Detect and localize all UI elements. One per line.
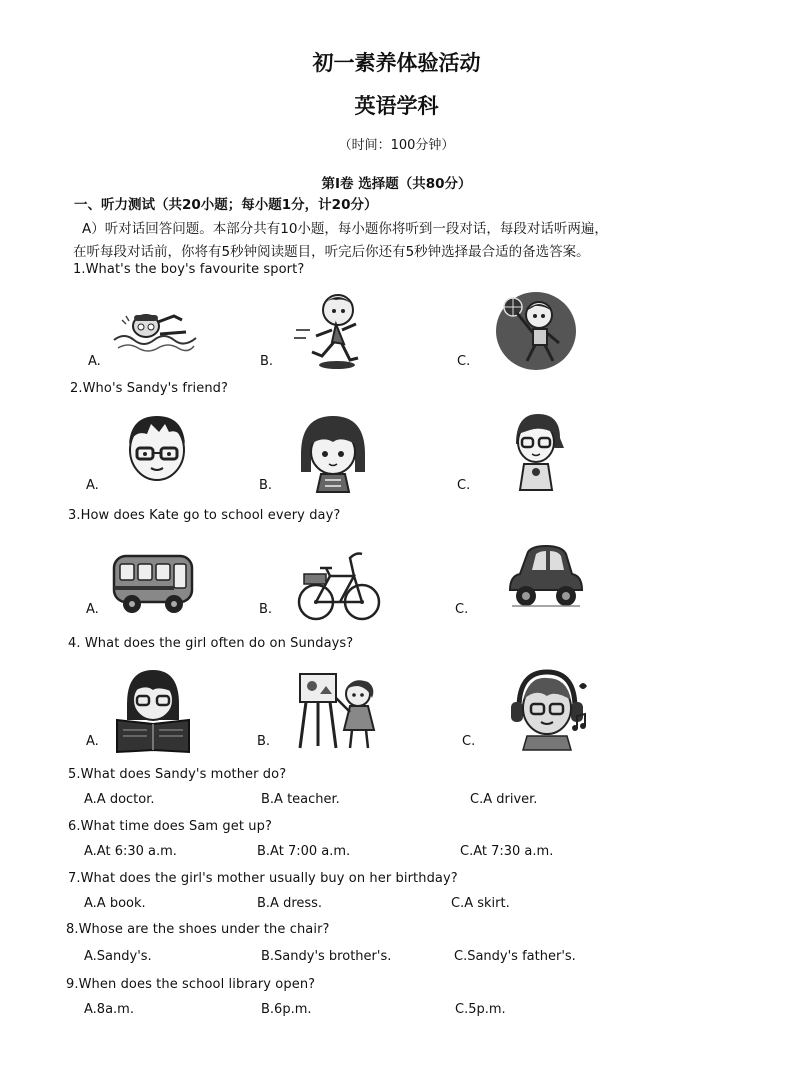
- q7-option-b[interactable]: B.A dress.: [257, 896, 323, 911]
- q9-option-a[interactable]: A.8a.m.: [84, 1002, 134, 1017]
- q8-option-c[interactable]: C.Sandy's father's.: [454, 949, 576, 964]
- q5-option-c[interactable]: C.A driver.: [470, 792, 538, 807]
- car-image: [506, 540, 586, 612]
- q5-option-b[interactable]: B.A teacher.: [261, 792, 340, 807]
- q4-option-c[interactable]: C.: [462, 734, 476, 749]
- q2-option-b[interactable]: B.: [259, 478, 273, 493]
- boy-with-glasses-image: [125, 410, 189, 484]
- q6-option-b[interactable]: B.At 7:00 a.m.: [257, 844, 351, 859]
- q9-option-c[interactable]: C.5p.m.: [455, 1002, 506, 1017]
- part-label: 第I卷 选择题（共80分）: [321, 176, 472, 192]
- q2-option-a[interactable]: A.: [86, 478, 99, 493]
- reading-girl-image: [113, 664, 193, 754]
- q1-option-b[interactable]: B.: [260, 354, 274, 369]
- subject-title: 英语学科: [354, 93, 439, 118]
- question-1: 1.What's the boy's favourite sport?: [73, 262, 305, 277]
- question-8: 8.Whose are the shoes under the chair?: [66, 922, 330, 937]
- question-3: 3.How does Kate go to school every day?: [68, 508, 341, 523]
- q7-option-c[interactable]: C.A skirt.: [451, 896, 510, 911]
- q6-option-c[interactable]: C.At 7:30 a.m.: [460, 844, 554, 859]
- q4-option-b[interactable]: B.: [257, 734, 271, 749]
- swimming-boy-image: [112, 302, 198, 360]
- q1-option-c[interactable]: C.: [457, 354, 471, 369]
- q8-option-b[interactable]: B.Sandy's brother's.: [261, 949, 392, 964]
- q5-option-a[interactable]: A.A doctor.: [84, 792, 155, 807]
- section-heading: 一、听力测试（共20小题；每小题1分，计20分）: [74, 197, 378, 213]
- time-note: （时间：100分钟）: [338, 138, 455, 153]
- music-girl-image: [505, 664, 593, 752]
- question-4: 4. What does the girl often do on Sundays?: [68, 636, 354, 651]
- q8-option-a[interactable]: A.Sandy's.: [84, 949, 152, 964]
- basketball-boy-image: [495, 291, 577, 371]
- q4-option-a[interactable]: A.: [86, 734, 99, 749]
- q1-option-a[interactable]: A.: [88, 354, 101, 369]
- instruction-line-1: A）听对话回答问题。本部分共有10小题，每小题你将听到一段对话，每段对话听两遍，: [82, 221, 608, 237]
- bus-image: [110, 550, 196, 616]
- running-boy-image: [292, 290, 374, 372]
- page-title: 初一素养体验活动: [312, 50, 481, 75]
- question-9: 9.When does the school library open?: [66, 977, 316, 992]
- q7-option-a[interactable]: A.A book.: [84, 896, 146, 911]
- instruction-line-2: 在听每段对话前，你将有5秒钟阅读题目，听完后你还有5秒钟选择最合适的备选答案。: [73, 244, 590, 260]
- question-2: 2.Who's Sandy's friend?: [70, 381, 229, 396]
- painting-girl-image: [296, 668, 384, 752]
- question-7: 7.What does the girl's mother usually buy on her birthday?: [68, 871, 458, 886]
- girl-with-glasses-image: [508, 408, 568, 492]
- bicycle-image: [296, 540, 382, 624]
- question-6: 6.What time does Sam get up?: [68, 819, 272, 834]
- q6-option-a[interactable]: A.At 6:30 a.m.: [84, 844, 177, 859]
- girl-with-bangs-image: [295, 410, 371, 494]
- question-5: 5.What does Sandy's mother do?: [68, 767, 287, 782]
- q3-option-a[interactable]: A.: [86, 602, 99, 617]
- q2-option-c[interactable]: C.: [457, 478, 471, 493]
- q9-option-b[interactable]: B.6p.m.: [261, 1002, 312, 1017]
- q3-option-c[interactable]: C.: [455, 602, 469, 617]
- q3-option-b[interactable]: B.: [259, 602, 273, 617]
